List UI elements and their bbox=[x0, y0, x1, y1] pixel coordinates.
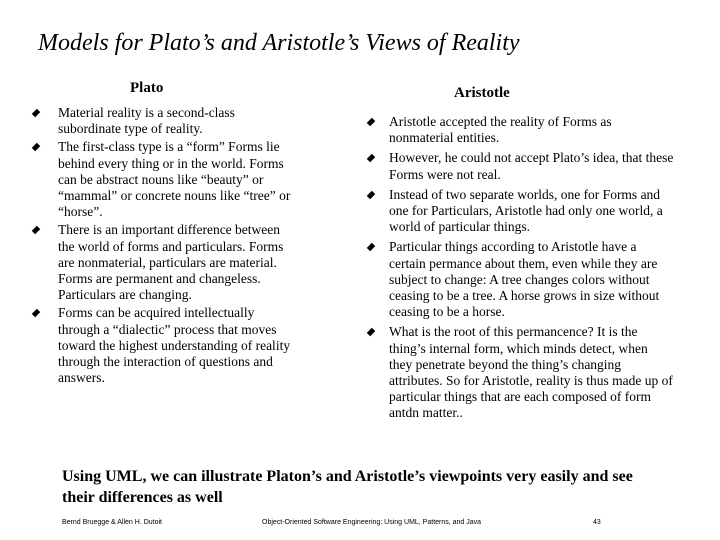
diamond-bullet-icon bbox=[32, 226, 40, 234]
plato-bullet-list bbox=[33, 105, 298, 388]
aristotle-heading: Aristotle bbox=[454, 85, 510, 101]
plato-bullet: Material reality is a second-class subordinate type of reality. bbox=[33, 105, 298, 137]
diamond-bullet-icon bbox=[32, 109, 40, 117]
aristotle-bullet: What is the root of this permancence? It is the thing’s internal form, which minds detect, when they penetrate beyond the thing’s changing attributes. So for Aristotle, reality is thus made up of particular things that are each composed of form antdn matter.. bbox=[368, 324, 674, 421]
footer-authors: Bernd Bruegge & Allen H. Dutoit bbox=[62, 519, 163, 526]
aristotle-bullet: Particular things according to Aristotle have a certain permance about them, even while they are subject to change: A tree changes colors without ceasing to be a tree. A horse grows in size without ceasing to be a horse. bbox=[368, 239, 674, 320]
aristotle-bullet: Aristotle accepted the reality of Forms as nonmaterial entities. bbox=[368, 114, 674, 146]
plato-bullet: Forms can be acquired intellectually through a “dialectic” process that moves toward the highest understanding of reality through the interaction of questions and answers. bbox=[33, 305, 298, 386]
diamond-bullet-icon bbox=[367, 118, 375, 126]
diamond-bullet-icon bbox=[367, 191, 375, 199]
diamond-bullet-icon bbox=[367, 154, 375, 162]
summary-text: Using UML, we can illustrate Platon’s and Aristotle’s viewpoints very easily and see their differences as well bbox=[62, 468, 633, 506]
diamond-bullet-icon bbox=[367, 328, 375, 336]
footer-page-number: 43 bbox=[593, 519, 601, 526]
diamond-bullet-icon bbox=[32, 143, 40, 151]
plato-heading: Plato bbox=[130, 80, 164, 96]
diamond-bullet-icon bbox=[32, 309, 40, 317]
aristotle-bullet-list bbox=[368, 114, 674, 426]
aristotle-bullet: Instead of two separate worlds, one for Forms and one for Particulars, Aristotle had only one world, a world of particular things. bbox=[368, 187, 674, 236]
diamond-bullet-icon bbox=[367, 243, 375, 251]
slide-title: Models for Plato’s and Aristotle’s Views of Reality bbox=[38, 30, 520, 56]
plato-bullet: The first-class type is a “form” Forms lie behind every thing or in the world. Forms can be abstract nouns like “beauty” or “mammal” or concrete nouns like “tree” or “horse”. bbox=[33, 139, 298, 220]
footer-book-title: Object-Oriented Software Engineering: Using UML, Patterns, and Java bbox=[262, 519, 482, 526]
plato-bullet: There is an important difference between the world of forms and particulars. Forms are nonmaterial, particulars are material. Forms are permanent and changeless. Particulars are changing. bbox=[33, 222, 298, 303]
aristotle-bullet: However, he could not accept Plato’s idea, that these Forms were not real. bbox=[368, 150, 674, 182]
